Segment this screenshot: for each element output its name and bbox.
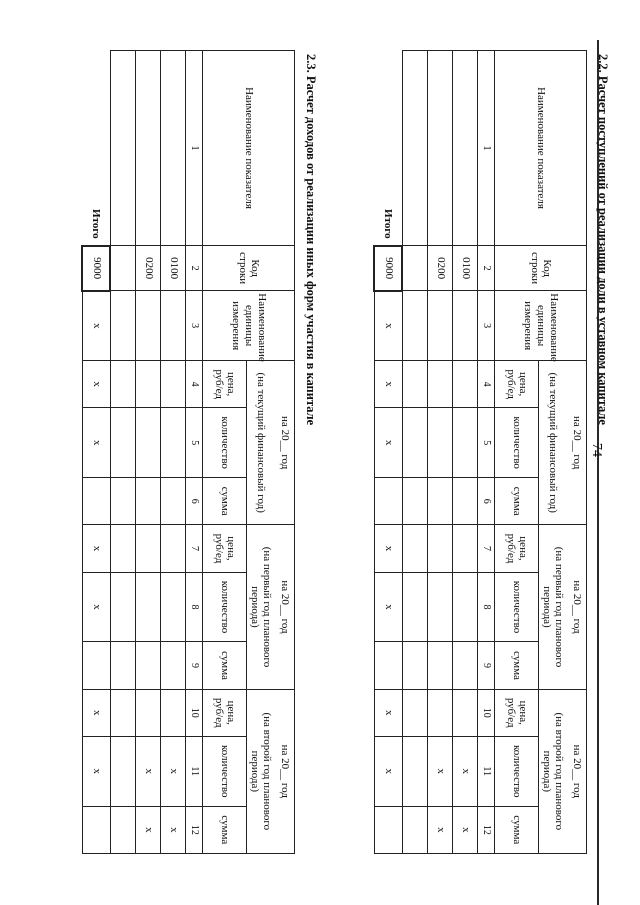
table-cell [428, 408, 453, 478]
table-cell [110, 478, 136, 525]
table-cell [453, 361, 478, 408]
table-cell [402, 572, 428, 642]
row-code-cell: 0200 [428, 246, 453, 291]
table-cell [136, 361, 161, 408]
header-quantity: количество [203, 736, 247, 806]
column-number: 1 [186, 51, 203, 246]
header-unit-name: Наименование единицы измерения [495, 291, 587, 361]
table-cell: x [82, 525, 110, 572]
table-cell [453, 291, 478, 361]
header-sum: сумма [495, 478, 539, 525]
table-cell [374, 478, 402, 525]
table-cell [110, 291, 136, 361]
header-period-second-note: (на второй год планового периода) [539, 689, 567, 853]
table-cell [453, 408, 478, 478]
header-row-code: Код строки [495, 246, 587, 291]
table-cell [428, 478, 453, 525]
table-cell: x [374, 689, 402, 736]
indicator-cell [110, 51, 136, 246]
row-code-cell: 0100 [453, 246, 478, 291]
column-number: 3 [478, 291, 495, 361]
table-cell [161, 408, 186, 478]
table-cell: x [136, 736, 161, 806]
table-cell [136, 689, 161, 736]
header-period-first-note: (на первый год планового периода) [539, 525, 567, 689]
table-cell: x [374, 291, 402, 361]
calc-table [373, 50, 587, 854]
column-number: 7 [186, 525, 203, 572]
table-cell [428, 525, 453, 572]
column-number: 5 [478, 408, 495, 478]
header-sum: сумма [203, 806, 247, 853]
row-code-cell: 0100 [161, 246, 186, 291]
calc-table [81, 50, 295, 854]
table-cell [110, 736, 136, 806]
header-quantity: количество [495, 736, 539, 806]
header-period-first: на 20__ год [275, 525, 295, 689]
table-cell [402, 408, 428, 478]
section-title: 2.2. Расчет поступлений от реализации доли в уставном капитале [596, 54, 610, 425]
header-quantity: количество [203, 572, 247, 642]
header-period-current: на 20__ год [567, 361, 587, 525]
table-cell [402, 806, 428, 853]
table-cell [402, 642, 428, 689]
column-number: 12 [186, 806, 203, 853]
column-number: 3 [186, 291, 203, 361]
table-cell: x [136, 806, 161, 853]
table-cell: x [82, 736, 110, 806]
header-unit-name: Наименование единицы измерения [203, 291, 295, 361]
total-label: Итого [90, 209, 103, 239]
table-cell: x [428, 736, 453, 806]
table-cell [110, 689, 136, 736]
column-number: 6 [478, 478, 495, 525]
table-cell [161, 361, 186, 408]
header-sum: сумма [495, 806, 539, 853]
column-number: 8 [478, 572, 495, 642]
table-cell [161, 291, 186, 361]
table-cell: x [453, 736, 478, 806]
table-cell: x [82, 361, 110, 408]
table-cell [110, 572, 136, 642]
header-period-second-note: (на второй год планового периода) [247, 689, 275, 853]
indicator-cell [136, 51, 161, 246]
header-quantity: количество [495, 572, 539, 642]
column-number: 10 [186, 689, 203, 736]
table-cell [161, 642, 186, 689]
table-cell [453, 478, 478, 525]
table-row [110, 51, 136, 854]
column-number: 2 [186, 246, 203, 291]
column-number: 1 [478, 51, 495, 246]
column-number: 4 [478, 361, 495, 408]
table-cell [428, 572, 453, 642]
total-row [82, 51, 110, 854]
section-title: 2.3. Расчет доходов от реализации иных форм участия в капитале [304, 54, 318, 426]
header-price: цена, руб/ед [203, 361, 247, 408]
header-period-current-note: (на текущий финансовый год) [247, 361, 275, 525]
header-period-current-note: (на текущий финансовый год) [539, 361, 567, 525]
table-cell: x [374, 361, 402, 408]
table-cell [82, 806, 110, 853]
table-cell [110, 525, 136, 572]
header-period-current: на 20__ год [275, 361, 295, 525]
header-sum: сумма [495, 642, 539, 689]
table-row [428, 51, 453, 854]
column-number: 11 [478, 736, 495, 806]
header-price: цена, руб/ед [495, 361, 539, 408]
table-cell [453, 525, 478, 572]
header-price: цена, руб/ед [203, 525, 247, 572]
column-number: 8 [186, 572, 203, 642]
table-cell [136, 525, 161, 572]
header-period-second: на 20__ год [275, 689, 295, 853]
table-cell: x [374, 572, 402, 642]
table-cell: x [161, 736, 186, 806]
indicator-cell [161, 51, 186, 246]
table-cell: x [161, 806, 186, 853]
table-cell [402, 291, 428, 361]
table-cell [374, 642, 402, 689]
table-cell [136, 408, 161, 478]
total-row [374, 51, 402, 854]
header-period-second: на 20__ год [567, 689, 587, 853]
table-cell [161, 689, 186, 736]
header-price: цена, руб/ед [495, 525, 539, 572]
table-cell: x [82, 408, 110, 478]
section-2-3 [81, 50, 318, 854]
indicator-cell [402, 51, 428, 246]
header-indicator-name: Наименование показателя [203, 51, 295, 246]
header-period-first: на 20__ год [567, 525, 587, 689]
table-cell [453, 642, 478, 689]
table-cell [136, 642, 161, 689]
table-cell: x [82, 689, 110, 736]
section-2-2 [373, 50, 610, 854]
table-cell [110, 806, 136, 853]
table-cell: x [82, 572, 110, 642]
column-number: 9 [186, 642, 203, 689]
header-sum: сумма [203, 642, 247, 689]
table-cell [402, 736, 428, 806]
column-number: 9 [478, 642, 495, 689]
table-row [402, 51, 428, 854]
table-cell [136, 572, 161, 642]
header-quantity: количество [203, 408, 247, 478]
table-row [453, 51, 478, 854]
column-number: 11 [186, 736, 203, 806]
table-cell [161, 525, 186, 572]
table-cell [374, 806, 402, 853]
indicator-cell [428, 51, 453, 246]
header-price: цена, руб/ед [203, 689, 247, 736]
column-number: 4 [186, 361, 203, 408]
header-price: цена, руб/ед [495, 689, 539, 736]
table-cell [136, 478, 161, 525]
table-cell: x [428, 806, 453, 853]
table-cell: x [374, 525, 402, 572]
table-cell: x [374, 408, 402, 478]
table-cell [161, 572, 186, 642]
table-cell [110, 642, 136, 689]
table-cell [136, 291, 161, 361]
row-code-cell: 0200 [136, 246, 161, 291]
table-cell [402, 361, 428, 408]
table-cell [110, 361, 136, 408]
table-cell [82, 478, 110, 525]
table-cell [402, 689, 428, 736]
row-code-cell [110, 246, 136, 291]
table-cell [402, 525, 428, 572]
table-cell: x [82, 291, 110, 361]
table-cell [161, 478, 186, 525]
table-row [136, 51, 161, 854]
total-label: Итого [382, 209, 395, 239]
column-number: 6 [186, 478, 203, 525]
total-code: 9000 [82, 246, 110, 291]
table-cell [453, 689, 478, 736]
header-indicator-name: Наименование показателя [495, 51, 587, 246]
column-number: 7 [478, 525, 495, 572]
table-cell: x [453, 806, 478, 853]
row-code-cell [402, 246, 428, 291]
table-cell [453, 572, 478, 642]
table-cell [428, 689, 453, 736]
table-cell [428, 361, 453, 408]
table-cell [110, 408, 136, 478]
header-row-code: Код строки [203, 246, 295, 291]
header-sum: сумма [203, 478, 247, 525]
column-number: 2 [478, 246, 495, 291]
column-number: 5 [186, 408, 203, 478]
header-quantity: количество [495, 408, 539, 478]
table-row [161, 51, 186, 854]
table-cell [82, 642, 110, 689]
table-cell [428, 291, 453, 361]
column-number: 12 [478, 806, 495, 853]
table-cell [402, 478, 428, 525]
table-cell [428, 642, 453, 689]
table-cell: x [374, 736, 402, 806]
rotated-content [30, 22, 610, 882]
page-number: 74 [589, 443, 604, 457]
column-number: 10 [478, 689, 495, 736]
indicator-cell [453, 51, 478, 246]
total-code: 9000 [374, 246, 402, 291]
header-period-first-note: (на первый год планового периода) [247, 525, 275, 689]
